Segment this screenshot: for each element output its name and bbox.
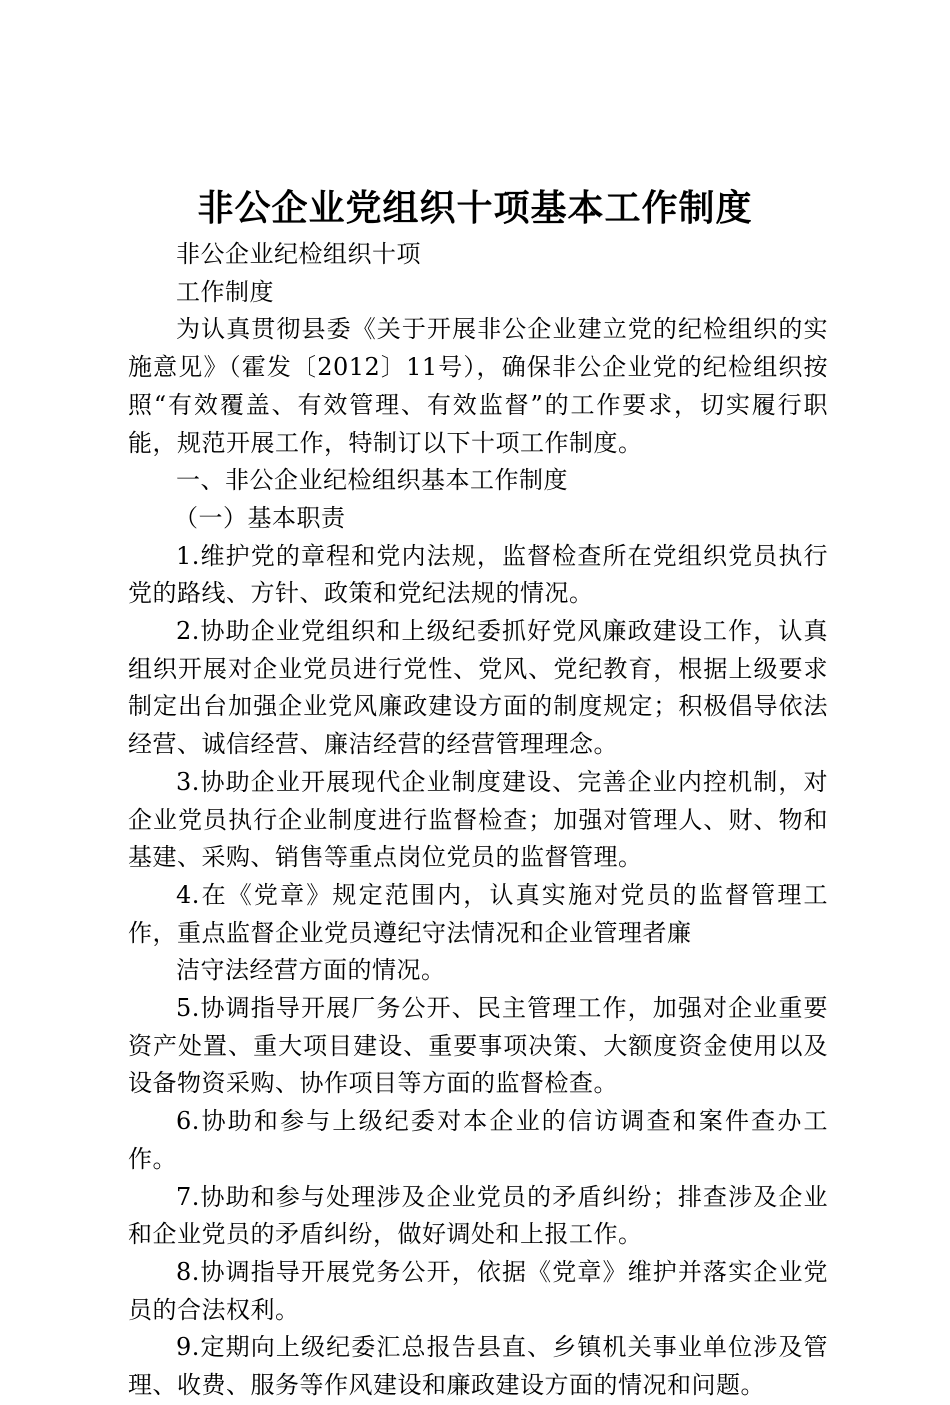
section-heading: 一、非公企业纪检组织基本工作制度 <box>176 466 568 495</box>
paragraph-subtitle-1: 非公企业纪检组织十项 <box>176 240 421 268</box>
paragraph-item-9: 9.定期向上级纪委汇总报告县直、乡镇机关事业单位涉及管理、收费、服务等作风建设和廉政建设方面的情况和问题。 <box>128 1333 828 1400</box>
paragraph-intro: 为认真贯彻县委《关于开展非公企业建立党的纪检组织的实施意见》（霍发〔2012〕11号），确保非公企业党的纪检组织按照“有效覆盖、有效管理、有效监督”的工作要求，切实履行职能，规范开展工作，特制订以下十项工作制度。 <box>128 315 828 457</box>
paragraph-item-4: 4.在《党章》规定范围内，认真实施对党员的监督管理工作，重点监督企业党员遵纪守法情况和企业管理者廉 <box>128 880 828 947</box>
paragraph-item-4-continued: 洁守法经营方面的情况。 <box>176 956 446 985</box>
subsection-heading: （一）基本职责 <box>174 503 346 532</box>
paragraph-item-3: 3.协助企业开展现代企业制度建设、完善企业内控机制，对企业党员执行企业制度进行监督检查；加强对管理人、财、物和基建、采购、销售等重点岗位党员的监督管理。 <box>128 767 828 872</box>
paragraph-subtitle-2: 工作制度 <box>176 277 274 306</box>
paragraph-item-7: 7.协助和参与处理涉及企业党员的矛盾纠纷；排查涉及企业和企业党员的矛盾纠纷，做好调处和上报工作。 <box>128 1182 828 1249</box>
paragraph-item-1: 1.维护党的章程和党内法规，监督检查所在党组织党员执行党的路线、方针、政策和党纪法规的情况。 <box>128 541 828 608</box>
paragraph-item-8: 8.协调指导开展党务公开，依据《党章》维护并落实企业党员的合法权利。 <box>128 1257 828 1324</box>
paragraph-item-5: 5.协调指导开展厂务公开、民主管理工作，加强对企业重要资产处置、重大项目建设、重要事项决策、大额度资金使用以及设备物资采购、协作项目等方面的监督检查。 <box>128 994 828 1098</box>
paragraph-item-6: 6.协助和参与上级纪委对本企业的信访调查和案件查办工作。 <box>128 1107 828 1173</box>
paragraph-item-2: 2.协助企业党组织和上级纪委抓好党风廉政建设工作，认真组织开展对企业党员进行党性、党风、党纪教育，根据上级要求制定出台加强企业党风廉政建设方面的制度规定；积极倡导依法经营、诚信经营、廉洁经营的经营管理理念。 <box>128 617 828 759</box>
document-title: 非公企业党组织十项基本工作制度 <box>197 187 753 229</box>
document-body <box>128 236 828 1405</box>
